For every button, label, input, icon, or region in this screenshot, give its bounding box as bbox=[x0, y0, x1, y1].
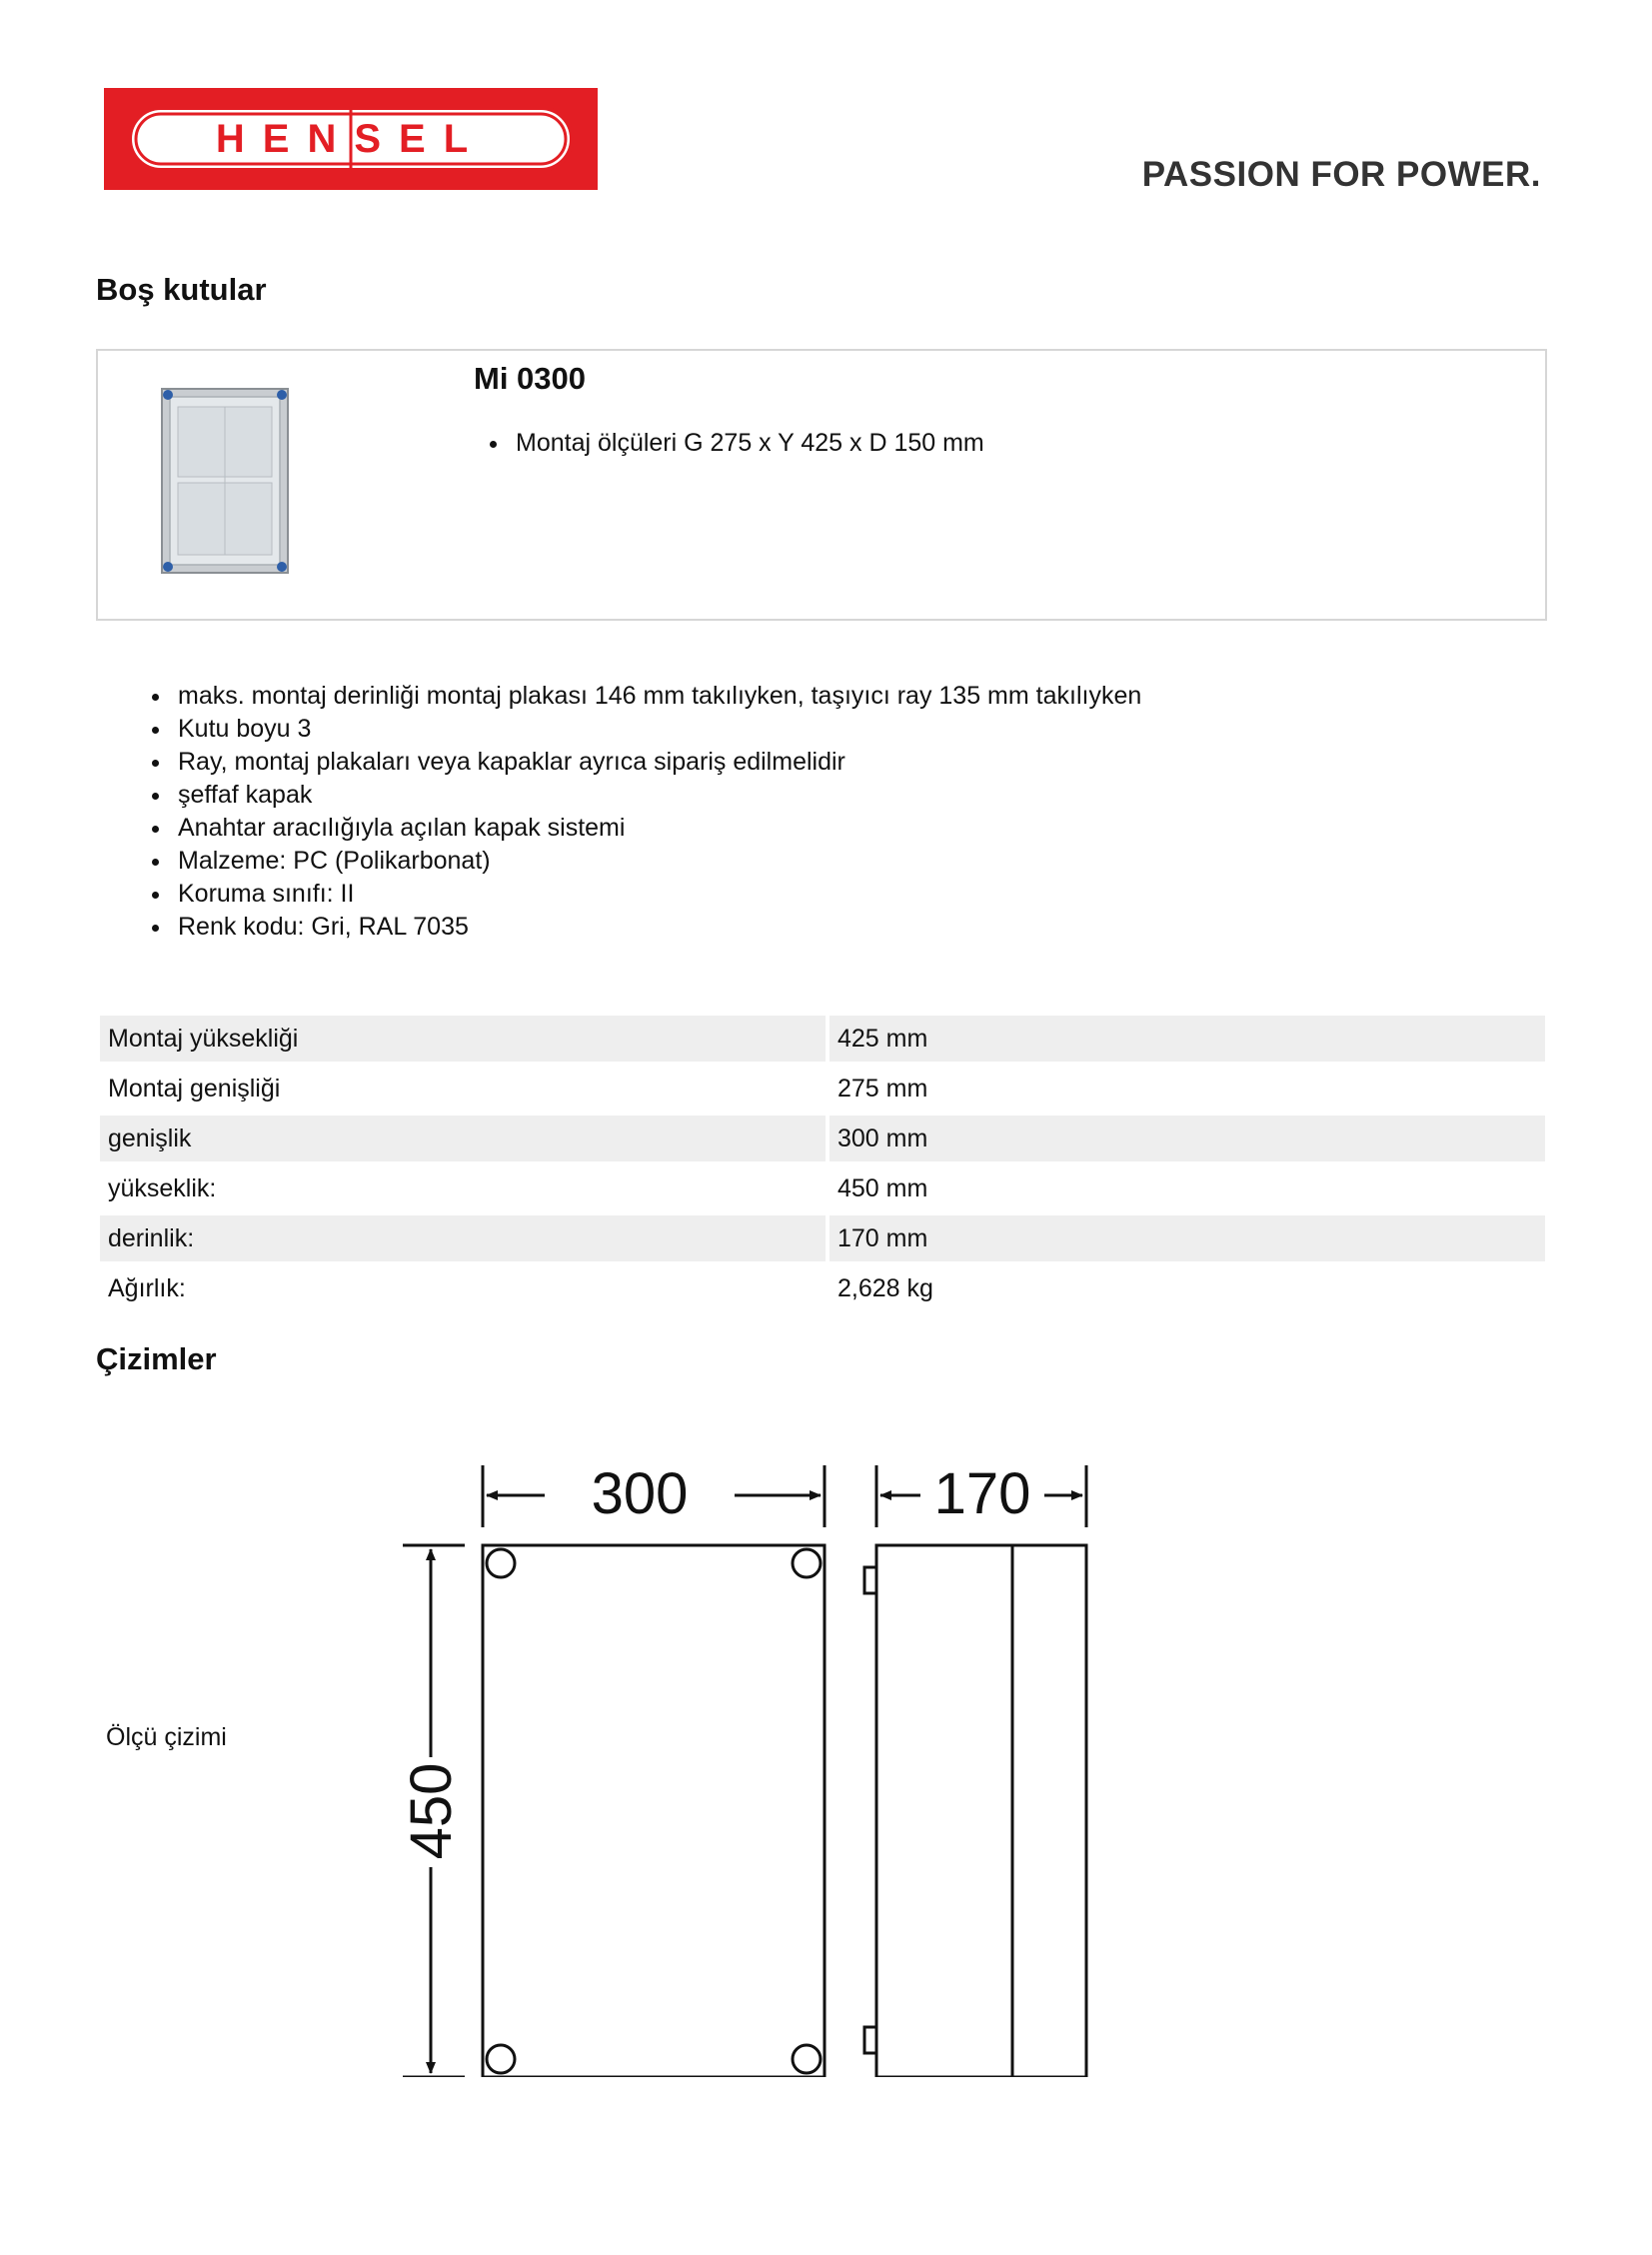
feature-item: şeffaf kapak bbox=[178, 779, 1141, 812]
side-view-outline bbox=[876, 1545, 1086, 2077]
spec-row bbox=[100, 1165, 1545, 1211]
spec-label: Ağırlık: bbox=[108, 1273, 186, 1302]
spec-value: 425 mm bbox=[829, 1016, 1545, 1062]
spec-row bbox=[100, 1265, 1545, 1311]
feature-item: Koruma sınıfı: II bbox=[178, 878, 1141, 911]
spec-row bbox=[100, 1066, 1545, 1112]
spec-value: 170 mm bbox=[829, 1215, 1545, 1261]
spec-value: 2,628 kg bbox=[837, 1273, 933, 1302]
front-view-outline bbox=[483, 1545, 825, 2077]
transparent-enclosure-image bbox=[158, 385, 292, 577]
hensel-logo-graphic bbox=[104, 88, 598, 190]
drawing-label: Ölçü çizimi bbox=[106, 1723, 227, 1751]
dim-height-label: 450 bbox=[399, 1762, 464, 1860]
section-title-empty-boxes: Boş kutular bbox=[96, 272, 267, 307]
section-title-drawings: Çizimler bbox=[96, 1341, 217, 1376]
spec-row bbox=[100, 1116, 1545, 1161]
dim-depth-label: 170 bbox=[933, 1461, 1031, 1526]
feature-item: Malzeme: PC (Polikarbonat) bbox=[178, 845, 1141, 878]
dim-width-label: 300 bbox=[591, 1461, 689, 1526]
spec-label: Montaj yüksekliği bbox=[100, 1016, 826, 1062]
spec-value: 300 mm bbox=[829, 1116, 1545, 1161]
feature-item: Renk kodu: Gri, RAL 7035 bbox=[178, 911, 1141, 944]
screw-hole bbox=[793, 1549, 821, 1577]
product-name: Mi 0300 bbox=[474, 361, 587, 396]
dimension-drawing bbox=[395, 1457, 1114, 2077]
tagline: PASSION FOR POWER. bbox=[1141, 155, 1541, 194]
product-feature-list bbox=[474, 427, 1035, 460]
spec-value: 275 mm bbox=[837, 1074, 928, 1103]
product-feature-item: Montaj ölçüleri G 275 x Y 425 x D 150 mm bbox=[516, 427, 1035, 460]
feature-item: Anahtar aracılığıyla açılan kapak sistemi bbox=[178, 812, 1141, 845]
product-card bbox=[96, 349, 1547, 621]
spec-row bbox=[100, 1215, 1545, 1261]
spec-table bbox=[100, 1012, 1545, 1315]
svg-text:HENSEL: HENSEL bbox=[215, 117, 487, 161]
feature-list bbox=[110, 680, 1141, 944]
spec-label: derinlik: bbox=[100, 1215, 826, 1261]
screw-hole bbox=[487, 2045, 515, 2073]
feature-item: Ray, montaj plakaları veya kapaklar ayrıca sipariş edilmelidir bbox=[178, 746, 1141, 779]
screw-hole bbox=[793, 2045, 821, 2073]
spec-label: yükseklik: bbox=[108, 1173, 217, 1202]
spec-label: Montaj genişliği bbox=[108, 1074, 281, 1103]
spec-value: 450 mm bbox=[837, 1173, 928, 1202]
spec-label: genişlik bbox=[100, 1116, 826, 1161]
feature-item: Kutu boyu 3 bbox=[178, 713, 1141, 746]
feature-item: maks. montaj derinliği montaj plakası 146 mm takılıyken, taşıyıcı ray 135 mm takılıyken bbox=[178, 680, 1141, 713]
hensel-logo bbox=[104, 88, 598, 190]
screw-hole bbox=[487, 1549, 515, 1577]
spec-row bbox=[100, 1016, 1545, 1062]
